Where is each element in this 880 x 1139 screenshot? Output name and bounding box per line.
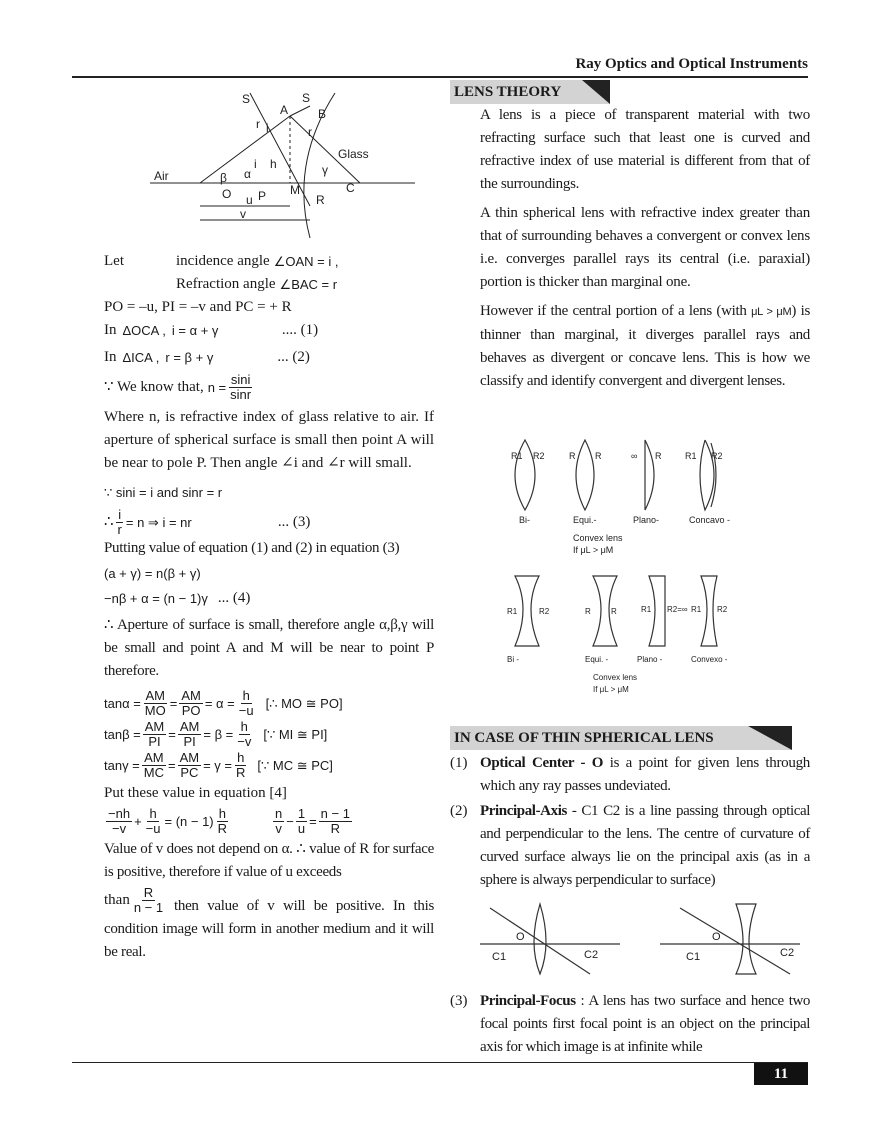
- lbl-i1: i: [266, 121, 269, 135]
- convex-lens-paragraph: A thin spherical lens with refractive index greater than that of surrounding behaves a convergent or convex lens i.e. converges parallel rays its central (i.e. paraxial) portion is thicker than marginal one.: [480, 205, 810, 290]
- eq4-expr: −nβ + α = (n − 1)γ: [104, 591, 208, 606]
- lbl-beta: β: [220, 171, 227, 185]
- refraction-line: [104, 273, 434, 296]
- lbl-B: B: [318, 107, 327, 121]
- item-1-term: Optical Center - O: [480, 755, 604, 771]
- tan-beta-lhs: tanβ =: [104, 727, 141, 742]
- than-word: than: [104, 892, 130, 908]
- axis-c2b: C2: [780, 947, 795, 959]
- fin1-b: [144, 807, 163, 836]
- fin1-mid: = (n − 1): [164, 814, 214, 829]
- tan-gamma-mid: = γ =: [203, 758, 233, 773]
- incidence-label: incidence angle: [176, 253, 270, 269]
- axis-o1: O: [516, 931, 525, 943]
- tan-beta-f3: [235, 720, 253, 749]
- tan-alpha-f3n: h: [242, 688, 250, 703]
- lbl-h: h: [270, 157, 277, 171]
- tan-gamma-f3: [234, 751, 247, 780]
- eq3-tag: ... (3): [277, 514, 311, 530]
- fin1-c-den: R: [217, 821, 228, 836]
- axis-c1b: C1: [686, 951, 701, 963]
- fin2-b: [296, 807, 307, 836]
- tan-beta-f3n: h: [240, 719, 248, 734]
- refraction-diagram: [150, 88, 430, 238]
- tan-gamma-f3d: R: [236, 765, 246, 780]
- tan-gamma-note: [∵ MC ≅ PC]: [257, 758, 333, 773]
- lbl-C: C: [346, 181, 355, 195]
- item-3-term: Principal-Focus: [480, 993, 576, 1009]
- real-image-paragraph: then value of v will be positive. In this condition image will form in another medium and it will be real.: [104, 898, 434, 960]
- put-these-line: Put these value in equation [4]: [104, 785, 287, 801]
- heading-corner-triangle: [582, 80, 610, 104]
- concave-p-b: ) is thinner than marginal, it diverges parallel rays and behaves as divergent or concave lens. This is how we classify and identify convergent and divergent lenses.: [480, 303, 810, 389]
- page-number: 11: [754, 1063, 808, 1085]
- lens-definition-paragraph: A lens is a piece of transparent material with two refracting surface such that least one is curved and refractive index of use material is different from that of the surroundings.: [480, 107, 810, 192]
- principal-focus-section: [450, 990, 810, 1061]
- cvx-caption1: Convex lens: [573, 533, 623, 543]
- fin2-c-den: R: [330, 821, 340, 836]
- eq1-triangle: ΔOCA ,: [122, 323, 166, 338]
- lbl-S1: S: [242, 92, 251, 106]
- ccv-r3: R: [585, 607, 591, 616]
- right-column: [450, 80, 810, 399]
- incidence-expr: ∠OAN = i ,: [273, 254, 339, 269]
- eq4-line: [104, 587, 434, 610]
- tan-alpha-f2: [179, 689, 203, 718]
- eq2-tag: ... (2): [277, 349, 310, 365]
- ccv-label-convexo: Convexo -: [691, 655, 728, 664]
- concave-p-cond: μL > μM: [751, 306, 792, 318]
- ccv-r6: R2=∞: [667, 605, 688, 614]
- fin2-a-num: n: [275, 806, 283, 821]
- sin-line: ∵ sini = i and sinr = r: [104, 485, 223, 500]
- item-1-text: is a point for given lens through which any ray passes undeviated.: [480, 755, 810, 794]
- snell-fraction: [228, 373, 253, 402]
- ccv-r8: R2: [717, 605, 728, 614]
- lbl-P: P: [258, 189, 267, 203]
- eq3-rest: = n ⇒ i = nr: [125, 515, 192, 530]
- tan-gamma-f1d: MC: [143, 765, 164, 780]
- lbl-i2: i: [254, 157, 257, 171]
- tan-beta-f1n: AM: [144, 719, 165, 734]
- cvx-r4: R: [595, 451, 602, 461]
- lbl-alpha: α: [244, 167, 251, 181]
- tan-gamma-f3n: h: [237, 750, 245, 765]
- item-3-text: : A lens has two surface and hence two focal points first focal point is an object on the principal axis for which image is at infinite while: [480, 993, 810, 1055]
- ccv-r7: R1: [691, 605, 702, 614]
- eq3-den: r: [117, 522, 122, 537]
- lbl-A: A: [280, 103, 289, 117]
- tan-gamma-f2: [178, 751, 202, 780]
- tan-gamma-f1n: AM: [144, 750, 164, 765]
- lbl-gamma: γ: [322, 163, 328, 177]
- cvx-r2: R2: [533, 451, 545, 461]
- axis-c1a: C1: [492, 951, 507, 963]
- tan-beta-f2n: AM: [179, 719, 200, 734]
- optical-center-figure: [480, 898, 810, 978]
- tan-alpha-mid: = α =: [204, 696, 235, 711]
- tan-alpha-note: [∴ MO ≅ PO]: [265, 696, 343, 711]
- cvx-r5: R: [655, 451, 662, 461]
- axis-c2a: C2: [584, 949, 599, 961]
- ccv-label-bi: Bi -: [507, 655, 519, 664]
- thin-lens-heading: [450, 726, 792, 750]
- snell-den: sinr: [230, 387, 252, 402]
- cvx-r3: R: [569, 451, 576, 461]
- item-1-num: (1): [450, 755, 468, 771]
- eq3-num: i: [118, 507, 122, 522]
- fin1-b-num: h: [149, 806, 157, 821]
- ccv-r1: R1: [507, 607, 518, 616]
- fin2-c-num: n − 1: [320, 806, 350, 821]
- concave-lens-svg: [505, 568, 755, 700]
- item-optical-center: [450, 752, 810, 798]
- tan-beta-f2d: PI: [183, 734, 196, 749]
- refraction-label: Refraction angle: [176, 276, 276, 292]
- fin2-b-den: u: [297, 821, 306, 836]
- eq-a-line: (a + γ) = n(β + γ): [104, 566, 201, 581]
- than-fraction: [132, 886, 165, 915]
- item-2-text: - C1 C2 is a line passing through optical and perpendicular to the lens. The centre of curvature of curved surface always lie on the principal axis (as in a sphere is always perpendicular to surface): [480, 803, 810, 888]
- footer-rule: [72, 1062, 808, 1063]
- ccv-r2: R2: [539, 607, 550, 616]
- ccv-label-plano: Plano -: [637, 655, 663, 664]
- cvx-r1: R1: [511, 451, 523, 461]
- tan-beta-mid: = β =: [203, 727, 234, 742]
- fin1-c: [216, 807, 229, 836]
- thin-lens-heading-text: IN CASE OF THIN SPHERICAL LENS: [454, 730, 714, 746]
- eq3-therefore: ∴: [104, 514, 114, 530]
- optical-center-svg: [480, 898, 810, 978]
- tan-gamma-f1: [142, 751, 166, 780]
- cvx-label-concavo: Concavo -: [689, 515, 731, 525]
- than-num: R: [143, 885, 154, 900]
- concave-lens-figure: [505, 568, 755, 700]
- cvx-inf: ∞: [631, 451, 638, 461]
- ccv-caption2: If μL > μM: [593, 685, 629, 694]
- than-den: n − 1: [133, 900, 164, 915]
- cvx-label-plano: Plano-: [633, 515, 660, 525]
- let-line: [104, 250, 434, 273]
- bi-concave-lens-shape: [515, 576, 539, 646]
- header-title: Ray Optics and Optical Instruments: [575, 56, 808, 72]
- tan-beta-f1d: PI: [148, 734, 161, 749]
- item-2-num: (2): [450, 803, 468, 819]
- equi-convex-lens-shape: [576, 440, 594, 510]
- plano-concave-lens-shape: [649, 576, 665, 646]
- lbl-air: Air: [154, 169, 169, 183]
- tan-gamma-row: tanγ = $\frac{AM}{MC}$ = $\frac{AM}{PC}$ = γ = $\frac{h}{R}$ [∵ MC ≅ PC]: [104, 750, 333, 780]
- lbl-u: u: [246, 193, 253, 207]
- tan-alpha-f2n: AM: [181, 688, 201, 703]
- fin1-b-den: −u: [145, 821, 161, 836]
- putting-line: Putting value of equation (1) and (2) in equation (3): [104, 540, 400, 556]
- lens-theory-heading: [450, 80, 610, 104]
- fin1-c-num: h: [218, 806, 226, 821]
- item-3-num: (3): [450, 993, 468, 1009]
- tan-gamma-f2d: PC: [180, 765, 199, 780]
- thin-heading-corner-triangle: [748, 726, 792, 750]
- lbl-v: v: [240, 207, 246, 221]
- ccv-r5: R1: [641, 605, 652, 614]
- cvx-label-equi: Equi.-: [573, 515, 597, 525]
- eq3-line: [104, 508, 434, 537]
- snell-line: [104, 373, 434, 402]
- eq2-prefix: In: [104, 349, 117, 365]
- ccv-r4: R: [611, 607, 617, 616]
- aperture-paragraph: Where n, is refractive index of glass relative to air. If aperture of spherical surface is small then point A will be near to pole P. Then angle ∠i and ∠r will small.: [104, 409, 434, 471]
- convex-lens-svg: [505, 435, 755, 565]
- tan-alpha-lhs: tanα =: [104, 696, 141, 711]
- tan-alpha-f1: [143, 689, 168, 718]
- convex-lens-shape: [534, 904, 546, 974]
- item-principal-axis: [450, 800, 810, 892]
- v-depend-paragraph: Value of v does not depend on α. ∴ value of R for surface is positive, therefore if value of u exceeds: [104, 841, 434, 880]
- tan-beta-f1: [143, 720, 167, 749]
- fin1-a: [106, 807, 132, 836]
- ray-right: [680, 908, 790, 974]
- ray-left: [490, 908, 590, 974]
- fin1-a-num: −nh: [108, 806, 131, 821]
- tan-alpha-f3: [237, 689, 256, 718]
- eq2-line: [104, 346, 434, 369]
- concave-p-a: However if the central portion of a lens (with: [480, 303, 747, 319]
- eq2-triangle: ΔICA ,: [122, 350, 160, 365]
- lbl-R: R: [316, 193, 325, 207]
- po-line: PO = –u, PI = –v and PC = + R: [104, 299, 292, 315]
- concave-lens-shape: [736, 904, 756, 974]
- snell-n: n =: [207, 380, 227, 395]
- final-eq-row: $\frac{-nh}{-v}$ + $\frac{h}{-u}$ = (n − 1) $\frac{h}{R}$ $\frac{n}{v}$ − $\frac{1}{u}$ = $\frac{n - 1}{R}$: [108, 806, 350, 836]
- left-column: [104, 250, 434, 970]
- fin2-a: [273, 807, 284, 836]
- lbl-S2: S: [302, 91, 311, 105]
- tan-beta-f2: [178, 720, 202, 749]
- lens-theory-heading-text: LENS THEORY: [454, 84, 562, 100]
- tan-beta-note: [∵ MI ≅ PI]: [263, 727, 328, 742]
- tan-alpha-f1n: AM: [145, 688, 166, 703]
- refracted-ray: [290, 106, 310, 116]
- convex-lens-figure: [505, 435, 755, 565]
- eq1-line: [104, 319, 434, 342]
- tan-alpha-row: tanα = $\frac{AM}{MO}$ = $\frac{AM}{PO}$ = α = $\frac{h}{-u}$ [∴ MO ≅ PO]: [104, 688, 343, 718]
- tan-block: [104, 689, 434, 780]
- tan-beta-f3d: −v: [237, 734, 252, 749]
- lens-theory-body: [450, 104, 810, 393]
- item-2-term: Principal-Axis: [480, 803, 567, 819]
- tan-gamma-f2n: AM: [179, 750, 200, 765]
- refraction-expr: ∠BAC = r: [279, 277, 338, 292]
- header-rule: [72, 76, 808, 78]
- cvx-caption2: If μL > μM: [573, 545, 614, 555]
- cvx-r7: R2: [711, 451, 723, 461]
- tan-beta-row: tanβ = $\frac{AM}{PI}$ = $\frac{AM}{PI}$ = β = $\frac{h}{-v}$ [∵ MI ≅ PI]: [104, 719, 328, 749]
- eq1-expr: i = α + γ: [171, 323, 219, 338]
- eq1-tag: .... (1): [281, 322, 319, 338]
- ccv-label-equi: Equi. -: [585, 655, 609, 664]
- know-text: ∵ We know that,: [104, 379, 204, 395]
- fin2-a-den: v: [275, 821, 282, 836]
- lbl-O: O: [222, 187, 232, 201]
- eq1-prefix: In: [104, 322, 117, 338]
- fin1-a-den: −v: [111, 821, 127, 836]
- convexo-concave-lens-shape: [701, 576, 717, 646]
- item-principal-focus: [450, 990, 810, 1059]
- ccv-caption1: Convex lens: [593, 673, 638, 682]
- plano-convex-lens-shape: [645, 440, 654, 510]
- tan-gamma-lhs: tanγ =: [104, 758, 140, 773]
- lbl-glass: Glass: [338, 147, 369, 161]
- tan-alpha-f3d: −u: [238, 703, 254, 718]
- small-angle-paragraph: ∴ Aperture of surface is small, therefore angle α,β,γ will be small and point A and M will be near to point P therefore.: [104, 617, 434, 679]
- lbl-r2: r: [308, 125, 312, 139]
- fin2-c: [319, 807, 352, 836]
- snell-num: sini: [230, 372, 251, 387]
- concave-lens-paragraph: [480, 300, 810, 393]
- eq4-tag: ... (4): [217, 590, 251, 606]
- lbl-r1: r: [256, 117, 260, 131]
- tan-alpha-f2d: PO: [181, 703, 201, 718]
- fin2-b-num: 1: [297, 806, 306, 821]
- cvx-label-bi: Bi-: [519, 515, 530, 525]
- axis-o2: O: [712, 931, 721, 943]
- lbl-M: M: [290, 183, 300, 197]
- let-word: Let: [104, 253, 124, 269]
- refraction-diagram-svg: [150, 88, 430, 238]
- tan-alpha-f1d: MO: [144, 703, 166, 718]
- eq2-expr: r = β + γ: [165, 350, 214, 365]
- cvx-r6: R1: [685, 451, 697, 461]
- eq3-fraction: [116, 508, 124, 537]
- thin-lens-section: [450, 726, 810, 894]
